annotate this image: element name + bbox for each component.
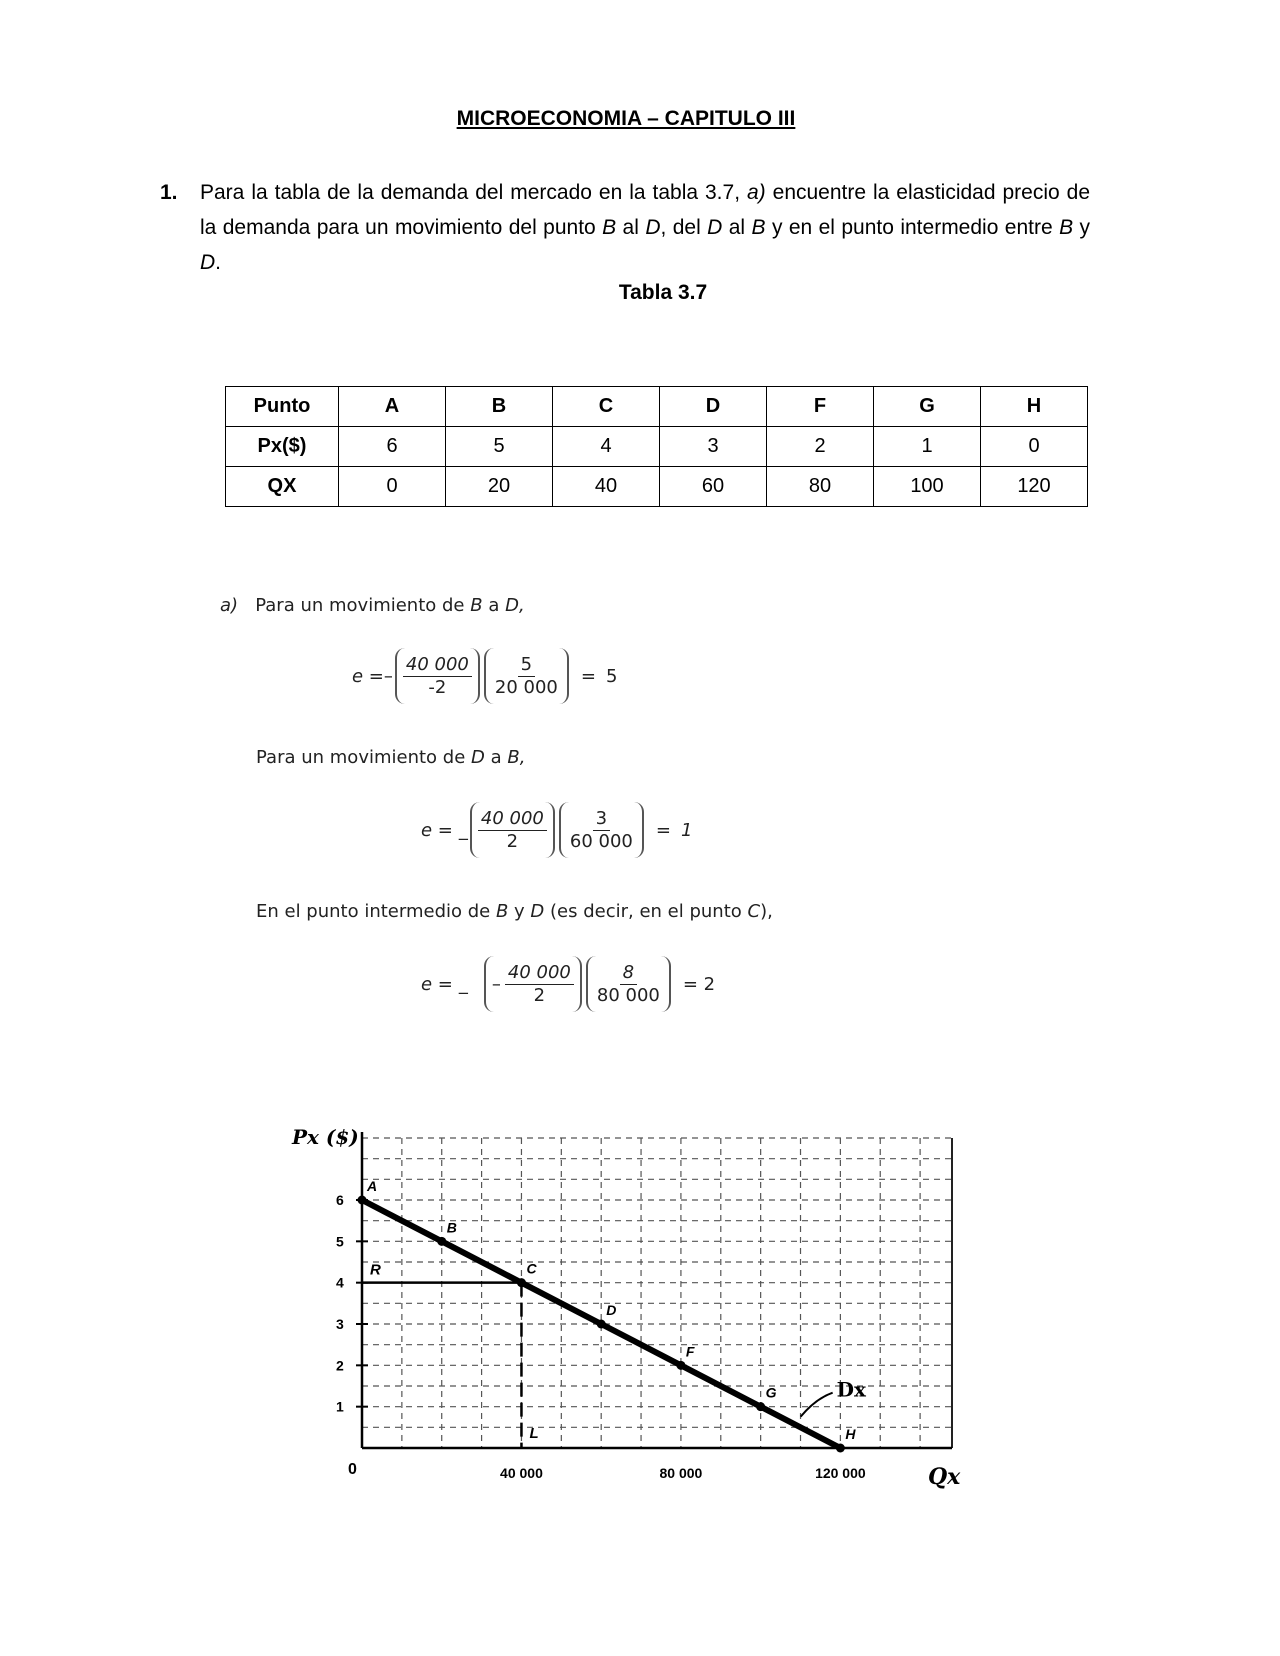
origin-label: 0: [348, 1461, 357, 1478]
eq-inner-sign: –: [491, 973, 501, 995]
table-cell: 100: [874, 467, 981, 507]
demand-chart: [284, 1118, 974, 1498]
y-tick-label: 4: [336, 1274, 344, 1291]
table-cell: 6: [339, 427, 446, 467]
x-tick-label: 80 000: [659, 1465, 703, 1481]
table-cell: 60: [660, 467, 767, 507]
fraction: [594, 962, 663, 1007]
eq-sign: –: [383, 665, 393, 687]
table-cell: 20: [446, 467, 553, 507]
point-label: G: [765, 1384, 777, 1401]
table-cell: 40: [553, 467, 660, 507]
data-point: [517, 1278, 526, 1287]
curve-label: Dx: [836, 1377, 866, 1402]
table-cell: 1: [874, 427, 981, 467]
table-cell: 80: [767, 467, 874, 507]
data-point: [597, 1320, 606, 1329]
fraction: [567, 808, 636, 853]
table-cell: A: [339, 387, 446, 427]
y-tick-label: 3: [336, 1316, 344, 1332]
table-cell: 3: [660, 427, 767, 467]
denominator: -2: [428, 676, 447, 698]
numerator: 40 000: [403, 654, 472, 677]
table-header-cell: Punto: [226, 387, 339, 427]
table-cell: D: [660, 387, 767, 427]
table-cell: 4: [553, 427, 660, 467]
eq-paren: [395, 648, 480, 704]
solution-a-heading: a) Para un movimiento de B a D,: [220, 595, 525, 616]
table-row: [226, 427, 1088, 467]
point-label: B: [446, 1219, 457, 1236]
table-cell: F: [767, 387, 874, 427]
equation-d-to-b: [421, 802, 692, 858]
x-axis-label: Qx: [928, 1464, 961, 1490]
document-title: MICROECONOMIA – CAPITULO III: [456, 107, 796, 130]
table-cell: G: [874, 387, 981, 427]
table-row: [226, 387, 1088, 427]
table-cell: H: [981, 387, 1088, 427]
table-row: [226, 467, 1088, 507]
equation-midpoint: [421, 956, 715, 1012]
x-tick-label: 40 000: [500, 1465, 543, 1481]
numerator: 8: [620, 962, 637, 985]
eq-lhs: e =: [352, 665, 384, 687]
numerator: 5: [518, 654, 535, 677]
y-tick-label: 1: [336, 1398, 344, 1415]
table-cell: B: [446, 387, 553, 427]
point-label: D: [606, 1302, 617, 1318]
solution-b-heading: Para un movimiento de D a B,: [256, 747, 526, 768]
denominator: 60 000: [569, 830, 633, 852]
numerator: 40 000: [478, 808, 547, 831]
demand-table: [225, 386, 1088, 507]
denominator: 20 000: [494, 676, 558, 698]
y-tick-label: 2: [336, 1357, 344, 1374]
eq-paren: [484, 956, 582, 1012]
table-cell: 0: [981, 427, 1088, 467]
table-header-cell: Px($): [226, 427, 339, 467]
eq-paren: [559, 802, 644, 858]
table-cell: 2: [767, 427, 874, 467]
y-axis-label: Px ($): [292, 1125, 359, 1149]
denominator: 2: [506, 830, 519, 852]
fraction: [505, 962, 574, 1007]
y-tick-label: 6: [336, 1192, 344, 1208]
eq-sign: _: [458, 973, 468, 995]
eq-sign: _: [458, 819, 468, 841]
question-1: [160, 175, 1090, 280]
eq-equals: =: [655, 819, 671, 841]
question-number: 1.: [160, 181, 178, 204]
table-cell: 0: [339, 467, 446, 507]
eq-paren: [586, 956, 671, 1012]
fraction: [492, 654, 561, 699]
eq-result: 1: [680, 819, 693, 841]
numerator: 40 000: [505, 962, 574, 985]
table-header-cell: QX: [226, 467, 339, 507]
eq-result: 5: [605, 665, 618, 687]
y-tick-label: 5: [336, 1233, 344, 1250]
x-tick-label: 120 000: [815, 1465, 866, 1481]
solution-c-heading: En el punto intermedio de B y D (es decir, en el punto C),: [256, 901, 773, 922]
denominator: 2: [533, 984, 546, 1006]
eq-paren: [470, 802, 555, 858]
data-point: [437, 1237, 446, 1246]
annotation-l: L: [529, 1425, 539, 1442]
point-label: H: [845, 1426, 856, 1442]
point-label: A: [367, 1178, 378, 1194]
data-point: [676, 1361, 685, 1370]
table-cell: 5: [446, 427, 553, 467]
curve-label-leader: [801, 1393, 833, 1417]
data-point: [836, 1444, 845, 1453]
eq-lhs: e =: [421, 973, 453, 995]
point-label: F: [685, 1343, 695, 1360]
eq-equals: =: [580, 665, 596, 687]
annotation-r: R: [370, 1261, 381, 1279]
fraction: [478, 808, 547, 853]
table-caption: Tabla 3.7: [618, 281, 708, 304]
question-text: Para la tabla de la demanda del mercado en la tabla 3.7, a) encuentre la elasticidad precio de la demanda para un movimiento del punto B al D, del D al B y en el punto intermedio entre B y D.: [200, 181, 1091, 274]
denominator: 80 000: [596, 984, 660, 1006]
eq-lhs: e =: [421, 819, 453, 841]
equation-b-to-d: [352, 648, 617, 704]
point-label: C: [526, 1260, 537, 1277]
numerator: 3: [593, 808, 610, 831]
table-cell: 120: [981, 467, 1088, 507]
data-point: [756, 1402, 765, 1411]
table-cell: C: [553, 387, 660, 427]
eq-result: = 2: [682, 973, 716, 995]
data-point: [358, 1196, 367, 1205]
eq-paren: [484, 648, 569, 704]
fraction: [403, 654, 472, 699]
